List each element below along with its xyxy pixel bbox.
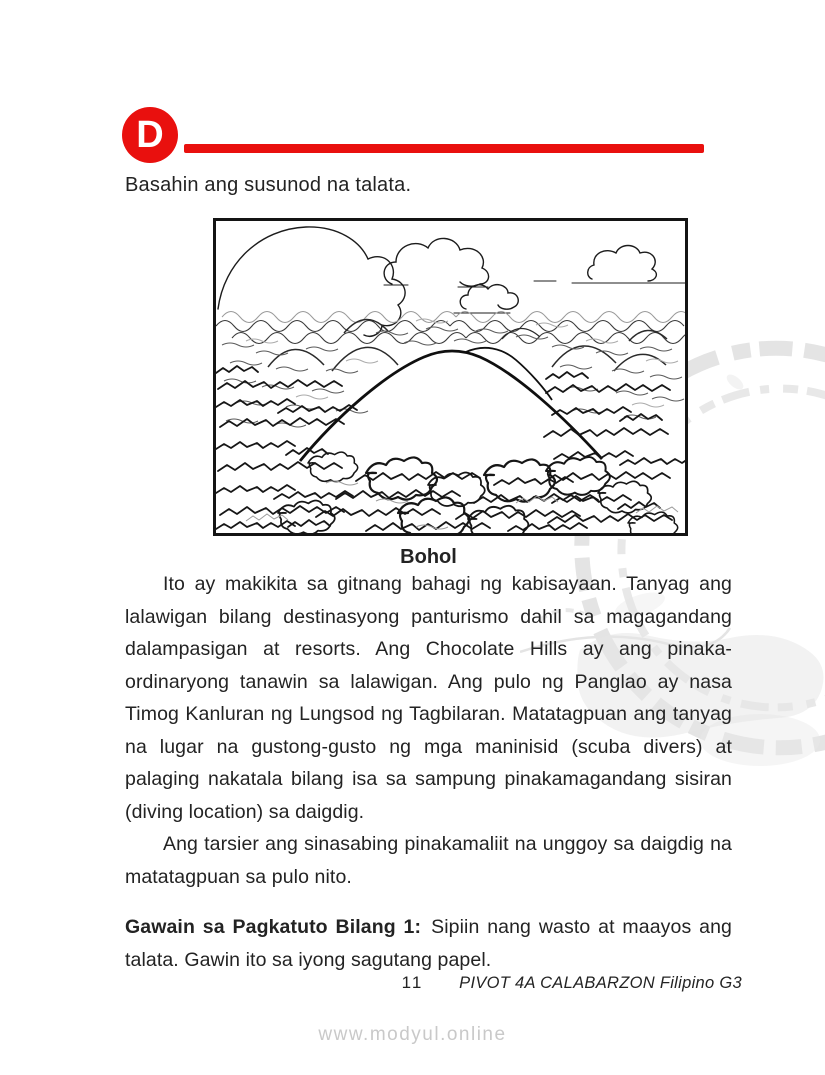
figure-caption: Bohol [400, 546, 457, 568]
paragraph-bohol: Ito ay makikita sa gitnang bahagi ng kabisayaan. Tanyag ang lalawigan bilang destinasyong panturismo dahil sa magagandang dalampasigan at resorts. Ang Chocolate Hills ay ang pinaka-ordinaryong tanawin sa lalawigan. Ang pulo ng Panglao ay nasa Timog Kanluran ng Lungsod ng Tagbilaran. Matatagpuan ang tanyag na lugar na gustong-gusto ng mga maninisid (scuba divers) at palaging nakatala bilang isa sa sampung pinakamagandang sisiran (diving location) sa daigdig. [125, 573, 732, 823]
intro-instruction: Basahin ang susunod na talata. [125, 174, 412, 196]
site-watermark-text: www.modyul.online [318, 1024, 507, 1045]
section-letter-badge [122, 107, 178, 163]
chocolate-hills-illustration [213, 218, 688, 536]
footer-source: PIVOT 4A CALABARZON Filipino G3 [459, 974, 742, 992]
task-instruction: Sipiin nang wasto at maayos ang talata. Gawin ito sa iyong sagutang papel. [125, 916, 732, 971]
page-number: 11 [401, 973, 424, 992]
task-paragraph [125, 911, 732, 976]
header-rule [184, 144, 704, 153]
body-text [125, 568, 732, 976]
section-letter: D [136, 114, 164, 156]
task-label: Gawain sa Pagkatuto Bilang 1: [125, 916, 422, 938]
paragraph-tarsier: Ang tarsier ang sinasabing pinakamaliit na unggoy sa daigdig na matatagpuan sa pulo nito. [125, 833, 732, 888]
hills-line-art-icon [216, 221, 685, 533]
